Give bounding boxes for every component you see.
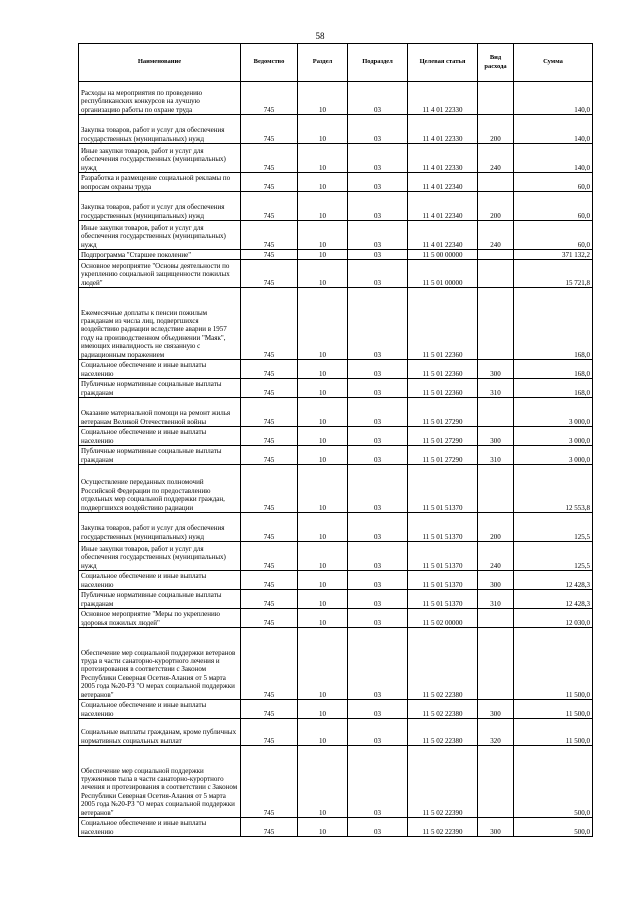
row-sum: 11 500,0 — [514, 628, 593, 700]
row-subsection: 03 — [348, 115, 408, 144]
row-department: 745 — [241, 746, 298, 818]
row-department: 745 — [241, 221, 298, 250]
row-subsection: 03 — [348, 818, 408, 837]
row-department: 745 — [241, 144, 298, 173]
row-section: 10 — [298, 379, 348, 398]
row-subsection: 03 — [348, 542, 408, 571]
table-row — [79, 818, 593, 837]
row-target-article: 11 5 02 00000 — [408, 609, 478, 628]
row-expense-type: 240 — [478, 144, 514, 173]
row-section: 10 — [298, 542, 348, 571]
row-sum: 3 000,0 — [514, 398, 593, 427]
row-subsection: 03 — [348, 446, 408, 465]
row-subsection: 03 — [348, 571, 408, 590]
row-expense-type — [478, 465, 514, 513]
row-department: 745 — [241, 250, 298, 260]
row-subsection: 03 — [348, 719, 408, 746]
table-row — [79, 571, 593, 590]
row-department: 745 — [241, 379, 298, 398]
row-target-article: 11 5 02 22390 — [408, 746, 478, 818]
row-name: Разработка и размещение социальной рекламы по вопросам охраны труда — [79, 173, 241, 192]
row-section: 10 — [298, 221, 348, 250]
table-row — [79, 446, 593, 465]
row-section: 10 — [298, 260, 348, 288]
row-target-article: 11 4 01 22340 — [408, 221, 478, 250]
row-target-article: 11 5 01 27290 — [408, 446, 478, 465]
row-name: Публичные нормативные социальные выплаты гражданам — [79, 446, 241, 465]
column-header-target-article: Целевая статья — [408, 44, 478, 82]
row-sum: 11 500,0 — [514, 719, 593, 746]
row-target-article: 11 5 01 27290 — [408, 427, 478, 446]
row-section: 10 — [298, 144, 348, 173]
row-section: 10 — [298, 700, 348, 719]
row-sum: 500,0 — [514, 818, 593, 837]
row-section: 10 — [298, 571, 348, 590]
table-row — [79, 465, 593, 513]
row-section: 10 — [298, 628, 348, 700]
row-expense-type — [478, 288, 514, 360]
row-name: Обеспечение мер социальной поддержки тружеников тыла в части санаторно-курортного лечения и протезирования в соответствии с Законом Республики Северная Осетия-Алания от 5 марта 2005 года №20-РЗ "О мерах социальной поддержки ветеранов" — [79, 746, 241, 818]
row-expense-type: 320 — [478, 719, 514, 746]
row-department: 745 — [241, 700, 298, 719]
row-name: Иные закупки товаров, работ и услуг для обеспечения государственных (муниципальных) нужд — [79, 144, 241, 173]
row-target-article: 11 4 01 22340 — [408, 173, 478, 192]
row-subsection: 03 — [348, 700, 408, 719]
row-target-article: 11 5 01 51370 — [408, 542, 478, 571]
row-section: 10 — [298, 192, 348, 221]
table-row — [79, 82, 593, 115]
row-expense-type: 310 — [478, 379, 514, 398]
row-section: 10 — [298, 465, 348, 513]
row-subsection: 03 — [348, 609, 408, 628]
row-expense-type — [478, 746, 514, 818]
table-row — [79, 609, 593, 628]
table-row — [79, 542, 593, 571]
row-name: Публичные нормативные социальные выплаты гражданам — [79, 379, 241, 398]
row-subsection: 03 — [348, 260, 408, 288]
column-header-expense-type: Вид расхода — [478, 44, 514, 82]
row-name: Социальное обеспечение и иные выплаты населению — [79, 700, 241, 719]
row-section: 10 — [298, 360, 348, 379]
row-sum: 168,0 — [514, 360, 593, 379]
row-name: Основное мероприятие "Основы деятельности по укреплению социальной защищенности пожилых людей" — [79, 260, 241, 288]
row-name: Обеспечение мер социальной поддержки ветеранов труда в части санаторно-курортного лечения и протезирования в соответствии с Законом Республики Северная Осетия-Алания от 5 марта 2005 года №20-РЗ "О мерах социальной поддержки ветеранов" — [79, 628, 241, 700]
row-subsection: 03 — [348, 398, 408, 427]
row-target-article: 11 5 01 51370 — [408, 590, 478, 609]
row-sum: 12 428,3 — [514, 571, 593, 590]
row-section: 10 — [298, 590, 348, 609]
row-expense-type: 310 — [478, 590, 514, 609]
row-sum: 12 428,3 — [514, 590, 593, 609]
row-sum: 500,0 — [514, 746, 593, 818]
row-sum: 60,0 — [514, 192, 593, 221]
row-target-article: 11 5 01 51370 — [408, 571, 478, 590]
row-expense-type — [478, 82, 514, 115]
row-expense-type — [478, 398, 514, 427]
row-section: 10 — [298, 82, 348, 115]
row-department: 745 — [241, 542, 298, 571]
row-expense-type: 300 — [478, 360, 514, 379]
row-subsection: 03 — [348, 379, 408, 398]
row-name: Закупка товаров, работ и услуг для обеспечения государственных (муниципальных) нужд — [79, 115, 241, 144]
row-sum: 125,5 — [514, 513, 593, 542]
row-name: Оказание материальной помощи на ремонт жилья ветеранам Великой Отечественной войны — [79, 398, 241, 427]
row-target-article: 11 4 01 22340 — [408, 192, 478, 221]
row-department: 745 — [241, 818, 298, 837]
row-subsection: 03 — [348, 82, 408, 115]
row-sum: 12 553,8 — [514, 465, 593, 513]
row-department: 745 — [241, 427, 298, 446]
row-sum: 60,0 — [514, 221, 593, 250]
table-row — [79, 628, 593, 700]
table-row — [79, 700, 593, 719]
row-subsection: 03 — [348, 250, 408, 260]
row-section: 10 — [298, 250, 348, 260]
row-department: 745 — [241, 360, 298, 379]
row-sum: 168,0 — [514, 288, 593, 360]
row-sum: 140,0 — [514, 82, 593, 115]
row-department: 745 — [241, 446, 298, 465]
row-target-article: 11 5 01 22360 — [408, 360, 478, 379]
row-target-article: 11 5 01 51370 — [408, 513, 478, 542]
row-subsection: 03 — [348, 465, 408, 513]
row-subsection: 03 — [348, 144, 408, 173]
page-number: 58 — [315, 31, 325, 41]
column-header-name: Наименование — [79, 44, 241, 82]
column-header-sum: Сумма — [514, 44, 593, 82]
row-department: 745 — [241, 628, 298, 700]
row-name: Расходы на мероприятия по проведению республиканских конкурсов на лучшую организацию работы по охране труда — [79, 82, 241, 115]
table-row — [79, 250, 593, 260]
row-target-article: 11 4 01 22330 — [408, 115, 478, 144]
table-row — [79, 173, 593, 192]
row-sum: 168,0 — [514, 379, 593, 398]
table-body — [79, 82, 593, 837]
row-expense-type — [478, 260, 514, 288]
row-section: 10 — [298, 288, 348, 360]
table-row — [79, 427, 593, 446]
row-department: 745 — [241, 173, 298, 192]
table-row — [79, 144, 593, 173]
table-row — [79, 719, 593, 746]
row-name: Социальное обеспечение и иные выплаты населению — [79, 427, 241, 446]
row-department: 745 — [241, 192, 298, 221]
table-row — [79, 221, 593, 250]
table-header — [79, 44, 593, 82]
row-target-article: 11 5 02 22390 — [408, 818, 478, 837]
row-expense-type — [478, 250, 514, 260]
row-expense-type: 200 — [478, 513, 514, 542]
row-section: 10 — [298, 446, 348, 465]
row-sum: 15 721,8 — [514, 260, 593, 288]
row-subsection: 03 — [348, 360, 408, 379]
row-subsection: 03 — [348, 628, 408, 700]
row-section: 10 — [298, 398, 348, 427]
row-subsection: 03 — [348, 288, 408, 360]
row-name: Иные закупки товаров, работ и услуг для обеспечения государственных (муниципальных) нужд — [79, 221, 241, 250]
row-section: 10 — [298, 609, 348, 628]
row-name: Публичные нормативные социальные выплаты гражданам — [79, 590, 241, 609]
row-name: Иные закупки товаров, работ и услуг для обеспечения государственных (муниципальных) нужд — [79, 542, 241, 571]
row-target-article: 11 5 01 27290 — [408, 398, 478, 427]
row-department: 745 — [241, 609, 298, 628]
row-name: Ежемесячные доплаты к пенсии пожилым гражданам из числа лиц, подвергшихся воздействию радиации вследствие аварии в 1957 году на производственном объединении "Маяк", имеющих инвалидность не связанную с радиационным поражением — [79, 288, 241, 360]
row-target-article: 11 5 02 22380 — [408, 628, 478, 700]
table-row — [79, 115, 593, 144]
row-sum: 3 000,0 — [514, 446, 593, 465]
row-name: Социальное обеспечение и иные выплаты населению — [79, 818, 241, 837]
row-name: Подпрограмма "Старшее поколение" — [79, 250, 241, 260]
row-expense-type — [478, 173, 514, 192]
row-name: Закупка товаров, работ и услуг для обеспечения государственных (муниципальных) нужд — [79, 513, 241, 542]
column-header-department: Ведомство — [241, 44, 298, 82]
row-expense-type: 300 — [478, 818, 514, 837]
row-department: 745 — [241, 260, 298, 288]
row-target-article: 11 5 01 51370 — [408, 465, 478, 513]
row-subsection: 03 — [348, 513, 408, 542]
table-row — [79, 746, 593, 818]
row-department: 745 — [241, 82, 298, 115]
budget-table — [78, 43, 593, 837]
row-section: 10 — [298, 115, 348, 144]
row-target-article: 11 5 01 00000 — [408, 260, 478, 288]
table-row — [79, 398, 593, 427]
row-name: Закупка товаров, работ и услуг для обеспечения государственных (муниципальных) нужд — [79, 192, 241, 221]
row-name: Социальное обеспечение и иные выплаты населению — [79, 571, 241, 590]
row-sum: 371 132,2 — [514, 250, 593, 260]
table-row — [79, 260, 593, 288]
row-sum: 140,0 — [514, 115, 593, 144]
row-expense-type: 240 — [478, 542, 514, 571]
row-expense-type: 200 — [478, 115, 514, 144]
row-target-article: 11 4 01 22330 — [408, 144, 478, 173]
row-section: 10 — [298, 746, 348, 818]
row-subsection: 03 — [348, 192, 408, 221]
row-department: 745 — [241, 719, 298, 746]
table-row — [79, 590, 593, 609]
row-target-article: 11 5 01 22360 — [408, 288, 478, 360]
row-department: 745 — [241, 115, 298, 144]
row-section: 10 — [298, 173, 348, 192]
row-department: 745 — [241, 288, 298, 360]
row-section: 10 — [298, 427, 348, 446]
row-sum: 11 500,0 — [514, 700, 593, 719]
row-expense-type: 310 — [478, 446, 514, 465]
row-section: 10 — [298, 719, 348, 746]
row-target-article: 11 4 01 22330 — [408, 82, 478, 115]
row-expense-type — [478, 609, 514, 628]
row-section: 10 — [298, 818, 348, 837]
row-name: Осуществление переданных полномочий Российской Федерации по предоставлению отдельных мер социальной поддержки граждан, подвергшихся воздействию радиации — [79, 465, 241, 513]
row-section: 10 — [298, 513, 348, 542]
row-expense-type: 300 — [478, 700, 514, 719]
row-subsection: 03 — [348, 746, 408, 818]
column-header-section: Раздел — [298, 44, 348, 82]
row-expense-type: 200 — [478, 192, 514, 221]
row-sum: 3 000,0 — [514, 427, 593, 446]
row-target-article: 11 5 00 00000 — [408, 250, 478, 260]
row-name: Основное мероприятие "Меры по укреплению здоровья пожилых людей" — [79, 609, 241, 628]
row-department: 745 — [241, 465, 298, 513]
table-row — [79, 192, 593, 221]
row-department: 745 — [241, 571, 298, 590]
row-subsection: 03 — [348, 590, 408, 609]
row-expense-type — [478, 628, 514, 700]
row-expense-type: 300 — [478, 427, 514, 446]
row-department: 745 — [241, 513, 298, 542]
header-row — [79, 44, 593, 82]
table-row — [79, 379, 593, 398]
table-row — [79, 288, 593, 360]
row-expense-type: 240 — [478, 221, 514, 250]
row-target-article: 11 5 02 22380 — [408, 700, 478, 719]
row-subsection: 03 — [348, 221, 408, 250]
table-row — [79, 513, 593, 542]
row-name: Социальное обеспечение и иные выплаты населению — [79, 360, 241, 379]
row-expense-type: 300 — [478, 571, 514, 590]
row-subsection: 03 — [348, 427, 408, 446]
row-sum: 140,0 — [514, 144, 593, 173]
row-department: 745 — [241, 398, 298, 427]
row-target-article: 11 5 02 22380 — [408, 719, 478, 746]
row-target-article: 11 5 01 22360 — [408, 379, 478, 398]
row-department: 745 — [241, 590, 298, 609]
row-subsection: 03 — [348, 173, 408, 192]
row-sum: 125,5 — [514, 542, 593, 571]
row-name: Социальные выплаты гражданам, кроме публичных нормативных социальных выплат — [79, 719, 241, 746]
column-header-subsection: Подраздел — [348, 44, 408, 82]
row-sum: 60,0 — [514, 173, 593, 192]
row-sum: 12 030,0 — [514, 609, 593, 628]
table-row — [79, 360, 593, 379]
